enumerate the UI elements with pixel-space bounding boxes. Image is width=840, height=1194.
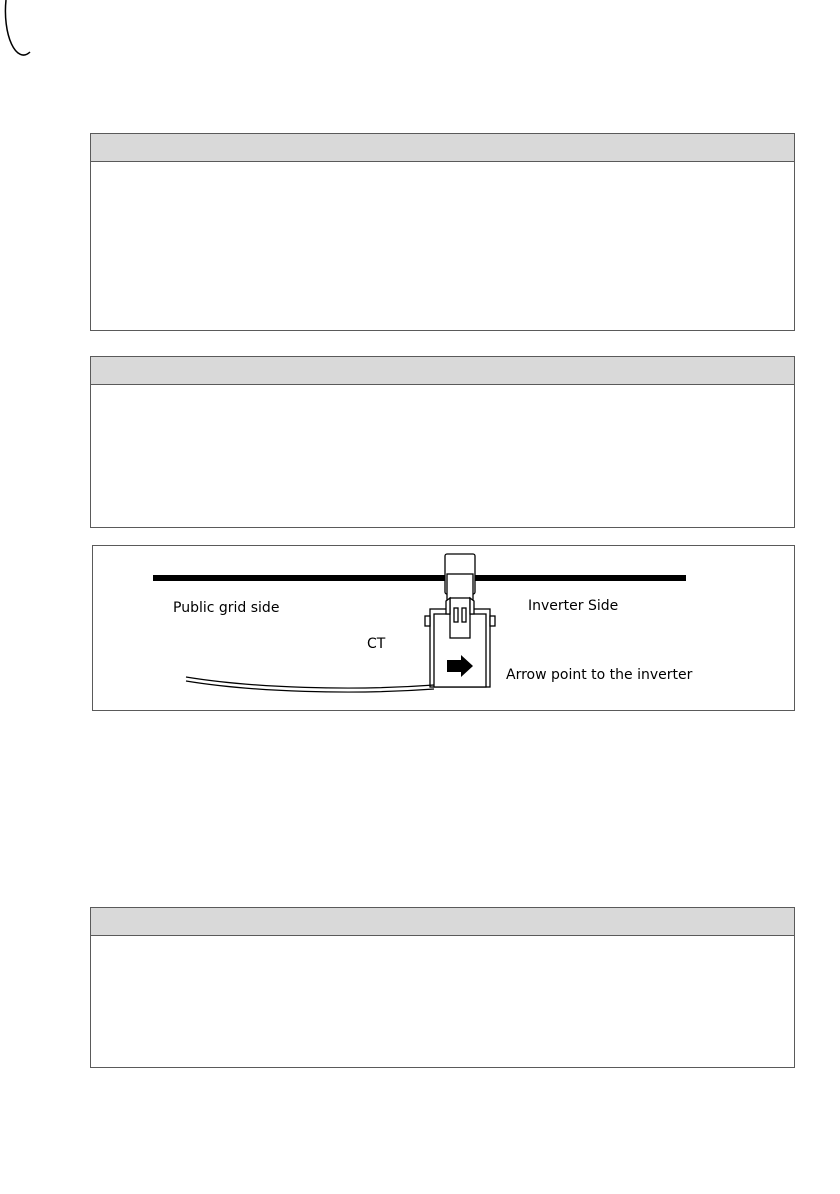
notice-box-2: [90, 356, 795, 528]
notice-box-1: [90, 133, 795, 331]
ct-label: CT: [367, 636, 386, 652]
grid-cable: [153, 575, 686, 581]
notice-box-3-header: [91, 908, 794, 936]
inverter-side-label: Inverter Side: [528, 598, 619, 614]
arrow-note-label: Arrow point to the inverter: [506, 667, 693, 683]
page-corner-arc: [0, 0, 40, 60]
notice-box-2-header: [91, 357, 794, 385]
ct-installation-figure: [92, 545, 795, 711]
public-grid-side-label: Public grid side: [173, 600, 280, 616]
notice-box-1-header: [91, 134, 794, 162]
notice-box-3: [90, 907, 795, 1068]
